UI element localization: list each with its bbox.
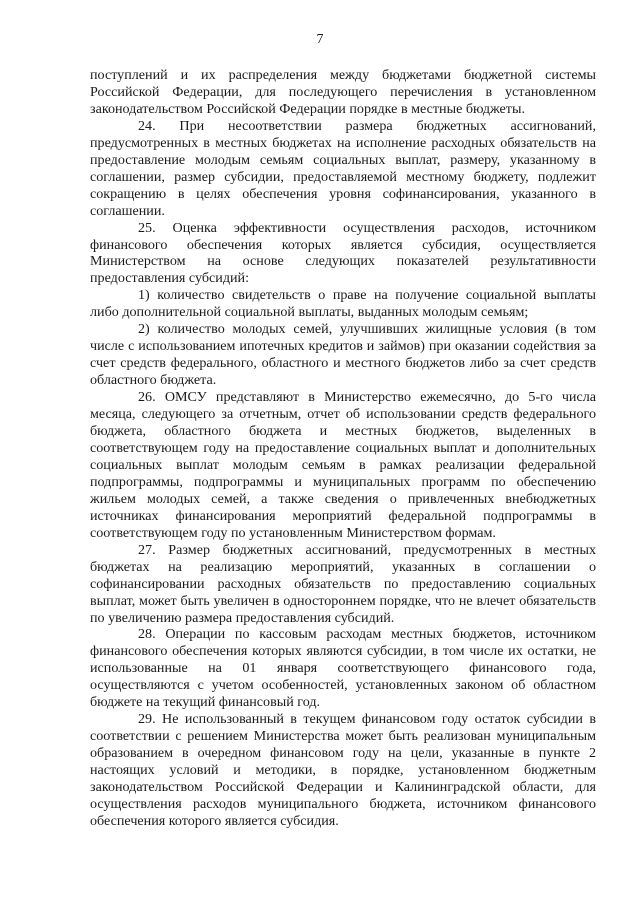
paragraph-24: 24. При несоответствии размера бюджетных ассигнований, предусмотренных в местных бюджетах на исполнение расходных обязательств на предоставление молодым семьям социальных выплат, размеру, указанному в соглашении, размер субсидии, предоставляемой местному бюджету, подлежит сокращению в целях обеспечения уровня софинансирования, указанного в соглашении. [90, 117, 596, 219]
paragraph-26: 26. ОМСУ представляют в Министерство ежемесячно, до 5-го числа месяца, следующего за отчетным, отчет об использовании средств федерального бюджета, областного бюджета и местных бюджетов, выделенных в соответствующем году на предоставление социальных выплат и дополнительных социальных выплат молодым семьям в рамках реализации федеральной подпрограммы, подпрограммы и муниципальных программ по обеспечению жильем молодых семей, а также сведения о привлеченных внебюджетных источниках финансирования мероприятий федеральной подпрограммы в соответствующем году по установленным Министерством формам. [90, 389, 596, 541]
paragraph-continuation: поступлений и их распределения между бюджетами бюджетной системы Российской Федерации, для последующего перечисления в установленном законодательством Российской Федерации порядке в местные бюджеты. [90, 67, 596, 117]
paragraph-25: 25. Оценка эффективности осуществления расходов, источником финансового обеспечения которых является субсидия, осуществляется Министерством на основе следующих показателей результативности предоставления субсидий: [90, 219, 596, 287]
page-number: 7 [316, 32, 324, 47]
paragraph-28: 28. Операции по кассовым расходам местных бюджетов, источником финансового обеспечения которых являются субсидии, в том числе их остатки, не использованные на 01 января соответствующего финансового года, осуществляются с учетом особенностей, установленных законом об областном бюджете на текущий финансовый год. [90, 626, 596, 711]
paragraph-29: 29. Не использованный в текущем финансовом году остаток субсидии в соответствии с решением Министерства может быть реализован муниципальным образованием в очередном финансовом году на цели, указанные в пункте 2 настоящих условий и методики, в порядке, установленном бюджетным законодательством Российской Федерации и Калининградской области, для осуществления расходов муниципального бюджета, источником финансового обеспечения которого является субсидия. [90, 711, 596, 829]
document-body [90, 67, 596, 830]
paragraph-25-item-2: 2) количество молодых семей, улучшивших жилищные условия (в том числе с использованием ипотечных кредитов и займов) при оказании содействия за счет средств федерального, областного и местного бюджетов либо за счет средств областного бюджета. [90, 321, 596, 389]
paragraph-25-item-1: 1) количество свидетельств о праве на получение социальной выплаты либо дополнительной социальной выплаты, выданных молодым семьям; [90, 287, 596, 321]
paragraph-27: 27. Размер бюджетных ассигнований, предусмотренных в местных бюджетах на реализацию мероприятий, указанных в соглашении о софинансировании расходных обязательств по предоставлению социальных выплат, может быть увеличен в одностороннем порядке, что не влечет обязательств по увеличению размера предоставления субсидий. [90, 541, 596, 626]
